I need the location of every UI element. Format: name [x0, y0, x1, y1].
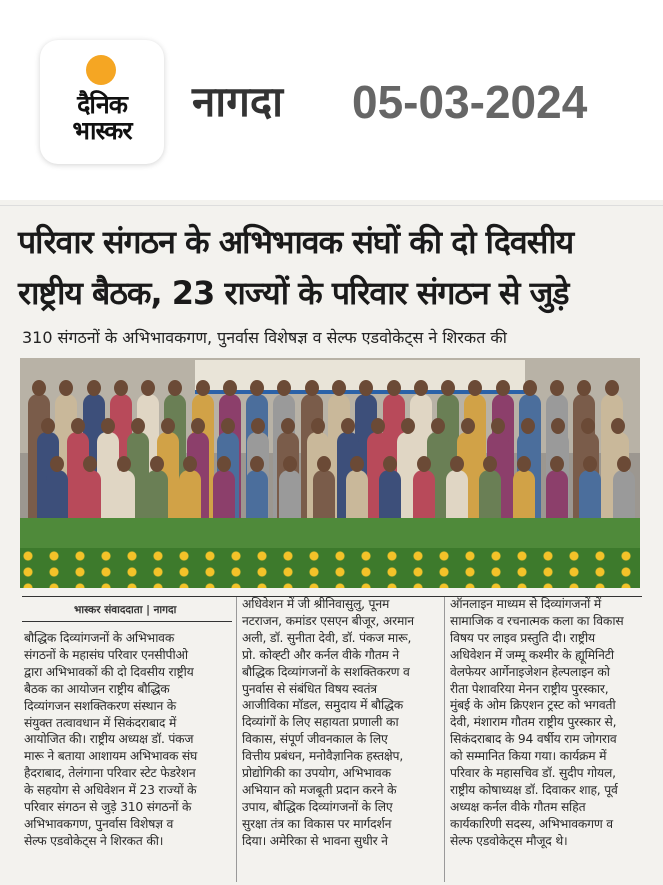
article-line: नटराजन, कमांडर एसएन बीजूर, अरमान	[242, 613, 414, 628]
article-line: प्रोद्योगिकी का उपयोग, अभिभावक	[242, 766, 391, 781]
article-line: सुरक्षा तंत्र का विकास पर मार्गदर्शन	[242, 816, 392, 831]
article-line: विकास, संपूर्ण जीवनकाल के लिए	[242, 732, 388, 747]
byline: भास्कर संवाददाता | नागदा	[74, 604, 177, 616]
photo-person-head	[450, 456, 464, 472]
article-line: प्रो. कोव्ह्टी और कर्नल वीके गौतम ने	[242, 647, 400, 662]
photo-person-head	[141, 380, 155, 396]
photo-person-head	[150, 456, 164, 472]
photo-person-head	[117, 456, 131, 472]
photo-person-head	[605, 380, 619, 396]
photo-person-head	[461, 418, 475, 434]
article-line: कार्यकारिणी सदस्य, अभिभावकगण व	[450, 816, 613, 831]
photo-person-head	[311, 418, 325, 434]
event-photo	[20, 358, 640, 588]
photo-person-head	[41, 418, 55, 434]
photo-person-head	[221, 418, 235, 434]
photo-person-head	[431, 418, 445, 434]
article-line: मुंबई के ओम क्रिएशन ट्रस्ट को भगवती	[450, 698, 616, 713]
article-line: सेल्फ एडवोकेट्स ने शिरकत की।	[24, 833, 164, 848]
photo-person-head	[551, 418, 565, 434]
article-line: सिकंदराबाद के 94 वर्षीय राम जोगराव	[450, 732, 617, 747]
photo-person-head	[550, 456, 564, 472]
article-line: अधिवेशन में जी श्रीनिवासुलु, पूनम	[242, 597, 390, 611]
article-line: राष्ट्रीय कोषाध्यक्ष डॉ. दिवाकर शाह, पूर्व	[450, 782, 618, 797]
article-line: दिव्यांगजन सशक्तिकरण संस्थान के	[24, 698, 177, 713]
photo-person-head	[341, 418, 355, 434]
article-column-1	[24, 630, 197, 850]
article-line: देवी, मंशाराम गौतम राष्ट्रीय पुरस्कार से,	[450, 715, 617, 730]
photo-person-head	[496, 380, 510, 396]
photo-person-head	[350, 456, 364, 472]
article-line: अध्यक्ष कर्नल वीके गौतम सहित	[450, 799, 586, 814]
article-line: अधिवेशन में जम्मू कश्मीर के ह्यूमिनिटी	[450, 647, 614, 662]
article-line: अभिभावकगण, पुनर्वास विशेषज्ञ व	[24, 816, 174, 831]
subheading: 310 संगठनों के अभिभावकगण, पुनर्वास विशेषज्ञ व सेल्फ एडवोकेट्स ने शिरकत की	[22, 328, 507, 347]
photo-person-head	[32, 380, 46, 396]
article-line: सामाजिक व रचनात्मक कला का विकास	[450, 613, 624, 628]
article-line: संगठनों के महासंघ परिवार एनसीपीओ	[24, 647, 188, 662]
photo-person-head	[223, 380, 237, 396]
photo-person-head	[387, 380, 401, 396]
logo-text-line1: दैनिक	[77, 90, 127, 119]
photo-person-head	[332, 380, 346, 396]
column-divider-2	[444, 597, 445, 882]
photo-person-head	[491, 418, 505, 434]
photo-person-head	[317, 456, 331, 472]
header-bar	[0, 0, 663, 200]
headline-line2: राष्ट्रीय बैठक, 23 राज्यों के परिवार संगठन से जुड़े	[18, 274, 569, 312]
dainik-bhaskar-logo	[40, 40, 164, 164]
photo-person-head	[611, 418, 625, 434]
article-line: उपाय, बौद्धिक दिव्यांगजनों के लिए	[242, 799, 393, 814]
photo-person-head	[101, 418, 115, 434]
sun-icon	[86, 55, 116, 85]
article-line: दिव्यांगों के लिए सहायता प्रणाली का	[242, 715, 399, 730]
edition-date: 05-03-2024	[352, 76, 588, 128]
article-line: के सहयोग से अधिवेशन में 23 राज्यों के	[24, 783, 197, 798]
photo-person-head	[517, 456, 531, 472]
photo-person-head	[251, 418, 265, 434]
photo-person-head	[87, 380, 101, 396]
article-line: अभियान को मजबूती प्रदान करने के	[242, 782, 397, 797]
logo-text-line2: भास्कर	[72, 116, 132, 145]
article-line: हैदराबाद, तेलंगाना परिवार स्टेट फेडरेशन	[24, 766, 196, 781]
photo-person-head	[305, 380, 319, 396]
photo-person-head	[414, 380, 428, 396]
article-column-3	[450, 596, 623, 850]
article-line: ऑनलाइन माध्यम से दिव्यांगजनों में	[450, 597, 602, 611]
photo-person-head	[441, 380, 455, 396]
article-line: आयोजित की। राष्ट्रीय अध्यक्ष डॉ. पंकज	[24, 732, 194, 747]
photo-person-head	[401, 418, 415, 434]
headline-line1: परिवार संगठन के अभिभावक संघों की दो दिवसीय	[18, 223, 574, 261]
article-line: पुनर्वास से संबंधित विषय स्वतंत्र	[242, 681, 377, 696]
photo-person-head	[131, 418, 145, 434]
photo-person-head	[371, 418, 385, 434]
article-line: मारू ने बताया आशायम अभिभावक संघ	[24, 749, 198, 764]
photo-person-head	[417, 456, 431, 472]
article-line: बौद्धिक दिव्यांगजनों के अभिभावक	[24, 631, 175, 645]
photo-person-head	[217, 456, 231, 472]
photo-person-head	[617, 456, 631, 472]
photo-person-head	[250, 456, 264, 472]
column-divider-1	[236, 597, 237, 882]
photo-person-head	[114, 380, 128, 396]
article-line: वेलफेयर आर्गेनाइजेशन हेल्पलाइन को	[450, 664, 610, 679]
article-line: बौद्धिक दिव्यांगजनों के सशक्तिकरण व	[242, 664, 410, 679]
article-line: विषय पर लाइव प्रस्तुति दी। राष्ट्रीय	[450, 630, 595, 645]
photo-person-head	[521, 418, 535, 434]
edition-city: नागदा	[192, 77, 284, 126]
photo-person-head	[581, 418, 595, 434]
article-line: बैठक का आयोजन राष्ट्रीय बौद्धिक	[24, 681, 170, 696]
article-column-2	[242, 596, 414, 850]
photo-flower-pots	[20, 548, 640, 588]
photo-person-head	[191, 418, 205, 434]
article-line: अली, डॉ. सुनीता देवी, डॉ. पंकज मारू,	[242, 630, 412, 645]
photo-person-head	[161, 418, 175, 434]
article-line: वित्तीय प्रबंधन, मनोवैज्ञानिक हस्तक्षेप,	[242, 749, 404, 764]
photo-person-head	[50, 456, 64, 472]
article-line: दिया। अमेरिका से भावना सुधीर ने	[242, 833, 388, 848]
article-line: रीता पेशावरिया मेनन राष्ट्रीय पुरस्कार,	[450, 681, 609, 696]
article-line: संयुक्त तत्वावधान में सिकंदराबाद में	[24, 715, 177, 730]
clipping-edge	[0, 205, 663, 206]
article-line: द्वारा अभिभावकों की दो दिवसीय राष्ट्रीय	[24, 664, 194, 679]
photo-person-head	[71, 418, 85, 434]
article-line: आजीविका मॉडल, समुदाय में बौद्धिक	[242, 698, 404, 713]
photo-person-head	[281, 418, 295, 434]
article-line: परिवार के महासचिव डॉ. सुदीप गोयल,	[450, 766, 616, 781]
article-line: सेल्फ एडवोकेट्स मौजूद थे।	[450, 833, 568, 848]
article-line: को सम्मानित किया गया। कार्यक्रम में	[450, 749, 607, 764]
byline-underline	[22, 621, 232, 622]
photo-person-head	[196, 380, 210, 396]
article-line: परिवार संगठन से जुड़े 310 संगठनों के	[24, 800, 192, 815]
photo-person-head	[523, 380, 537, 396]
